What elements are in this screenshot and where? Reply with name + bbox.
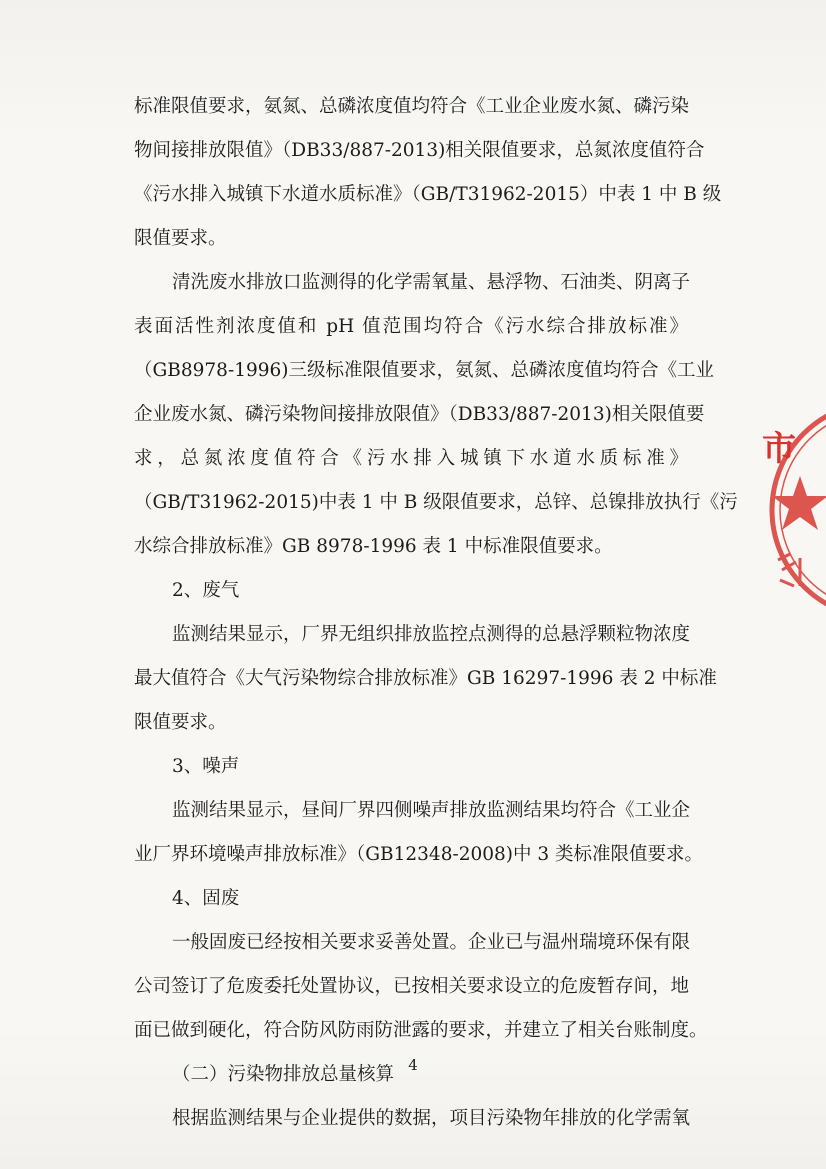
seal-graphic — [760, 410, 826, 610]
text-line: 企业废水氮、磷污染物间接排放限值》（DB33/887-2013)相关限值要 — [134, 404, 705, 425]
official-seal-fragment — [760, 410, 826, 610]
text-line: 监测结果显示，昼间厂界四侧噪声排放监测结果均符合《工业企 — [172, 800, 691, 821]
text-line: （二）污染物排放总量核算 — [172, 1064, 395, 1085]
text-line: 4、固废 — [172, 888, 240, 909]
text-line: （GB8978-1996)三级标准限值要求，氨氮、总磷浓度值均符合《工业 — [134, 360, 715, 381]
text-line: 物间接排放限值》（DB33/887-2013)相关限值要求，总氮浓度值符合 — [134, 140, 705, 161]
text-line: 标准限值要求，氨氮、总磷浓度值均符合《工业企业废水氮、磷污染 — [134, 96, 690, 117]
document-body — [134, 85, 738, 1141]
text-line: 面已做到硬化，符合防风防雨防泄露的要求，并建立了相关台账制度。 — [134, 1020, 708, 1041]
text-line: 公司签订了危废委托处置协议，已按相关要求设立的危废暂存间，地 — [134, 976, 690, 997]
text-line: （GB/T31962-2015)中表 1 中 B 级限值要求，总锌、总镍排放执行《污 — [134, 492, 738, 513]
text-line: 限值要求。 — [134, 228, 227, 249]
text-line: 3、噪声 — [172, 756, 240, 777]
text-line: 清洗废水排放口监测得的化学需氧量、悬浮物、石油类、阴离子 — [172, 272, 691, 293]
page-number: 4 — [408, 1056, 418, 1074]
text-line: 表面活性剂浓度值和 pH 值范围均符合《污水综合排放标准》 — [134, 316, 688, 337]
text-line: 水综合排放标准》GB 8978-1996 表 1 中标准限值要求。 — [134, 536, 613, 557]
text-line: 《污水排入城镇下水道水质标准》（GB/T31962-2015）中表 1 中 B 级 — [134, 184, 722, 205]
seal-text: 市 — [762, 429, 796, 469]
text-line: 2、废气 — [172, 580, 240, 601]
text-line: 根据监测结果与企业提供的数据，项目污染物年排放的化学需氧 — [172, 1108, 691, 1129]
text-line: 业厂界环境噪声排放标准》（GB12348-2008)中 3 类标准限值要求。 — [134, 844, 704, 865]
text-line: 监测结果显示，厂界无组织排放监控点测得的总悬浮颗粒物浓度 — [172, 624, 691, 645]
text-line: 一般固废已经按相关要求妥善处置。企业已与温州瑞境环保有限 — [172, 932, 691, 953]
text-line: 求，总氮浓度值符合《污水排入城镇下水道水质标准》 — [134, 448, 688, 469]
text-line: 限值要求。 — [134, 712, 227, 733]
text-line: 最大值符合《大气污染物综合排放标准》GB 16297-1996 表 2 中标准 — [134, 668, 717, 689]
